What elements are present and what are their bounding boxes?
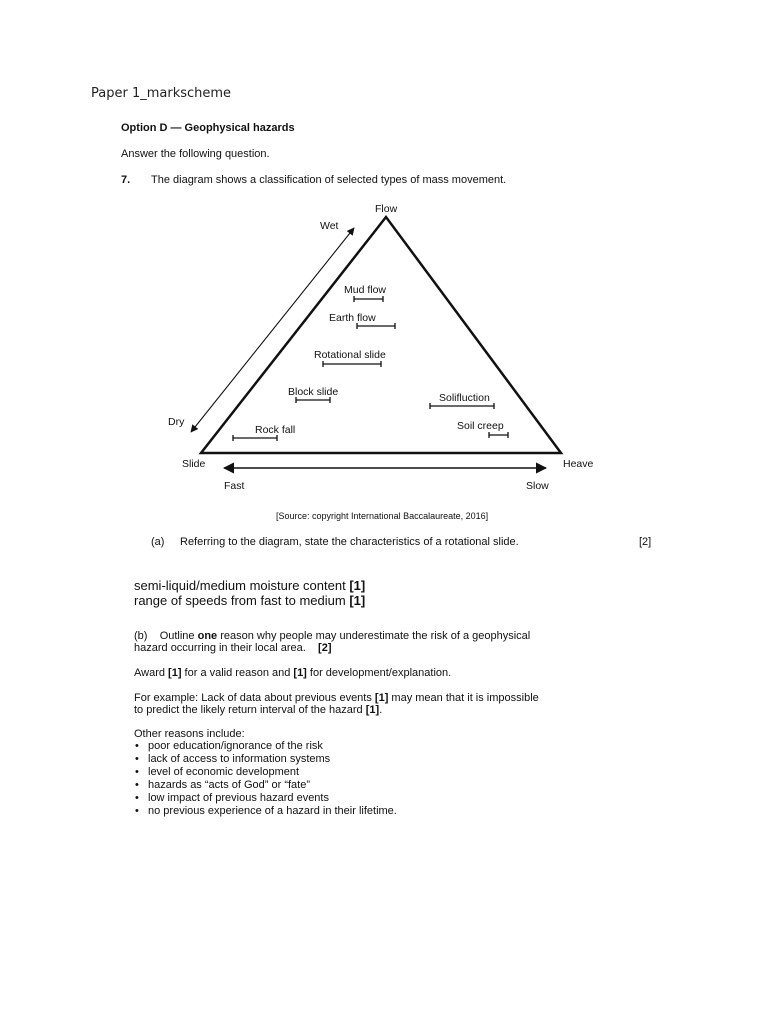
part-b-question: (b) Outline one reason why people may underestimate the risk of a geophysical	[134, 630, 531, 642]
list-item: • lack of access to information systems	[134, 753, 397, 766]
list-item: • poor education/ignorance of the risk	[134, 740, 397, 753]
part-a-question: Referring to the diagram, state the characteristics of a rotational slide.	[180, 536, 519, 548]
moisture-label-wet: Wet	[320, 220, 339, 232]
list-item: • hazards as “acts of God” or “fate”	[134, 779, 397, 792]
question-intro: Answer the following question.	[121, 148, 270, 160]
movement-solifluction	[430, 392, 494, 409]
movement-label-mud-flow: Mud flow	[344, 284, 387, 296]
part-b-question-line-2: hazard occurring in their local area. [2]	[134, 642, 332, 654]
movement-block-slide	[288, 386, 338, 403]
award-guidance: Award [1] for a valid reason and [1] for development/explanation.	[134, 667, 452, 679]
speed-label-fast: Fast	[224, 480, 245, 492]
movement-label-solifluction: Solifluction	[439, 392, 490, 404]
example-answer-line-2: to predict the likely return interval of the hazard [1].	[134, 704, 383, 716]
corner-label-slide: Slide	[182, 458, 206, 470]
speed-label-slow: Slow	[526, 480, 549, 492]
reasons-list	[134, 740, 397, 818]
classification-triangle	[201, 217, 561, 453]
movement-rotational-slide	[314, 349, 386, 367]
part-a-marks: [2]	[639, 536, 652, 548]
other-reasons-heading: Other reasons include:	[134, 728, 245, 740]
corner-label-flow: Flow	[375, 203, 398, 215]
part-a-label: (a)	[151, 536, 165, 548]
movement-rock-fall	[233, 424, 295, 441]
movement-label-block-slide: Block slide	[288, 386, 339, 398]
movement-label-earth-flow: Earth flow	[329, 312, 376, 324]
answer-line-1: semi-liquid/medium moisture content [1]	[134, 578, 366, 593]
example-answer: For example: Lack of data about previous events [1] may mean that it is impossible	[134, 692, 539, 704]
question-number: 7.	[121, 174, 131, 186]
corner-label-heave: Heave	[563, 458, 594, 470]
movement-earth-flow	[329, 312, 395, 329]
movement-mud-flow	[344, 284, 386, 302]
question-stem: The diagram shows a classification of selected types of mass movement.	[151, 174, 507, 186]
source-citation: [Source: copyright International Baccalaureate, 2016]	[276, 511, 489, 521]
list-item: • no previous experience of a hazard in their lifetime.	[134, 805, 397, 818]
list-item: • low impact of previous hazard events	[134, 792, 397, 805]
movement-label-rotational-slide: Rotational slide	[314, 349, 386, 361]
answer-line-2: range of speeds from fast to medium [1]	[134, 593, 366, 608]
movement-label-rock-fall: Rock fall	[255, 424, 296, 436]
movement-label-soil-creep: Soil creep	[457, 420, 504, 432]
option-title: Option D — Geophysical hazards	[121, 122, 295, 134]
movement-soil-creep	[457, 420, 508, 438]
list-item: • level of economic development	[134, 766, 397, 779]
moisture-label-dry: Dry	[168, 416, 185, 428]
document-header: Paper 1_markscheme	[91, 86, 232, 101]
